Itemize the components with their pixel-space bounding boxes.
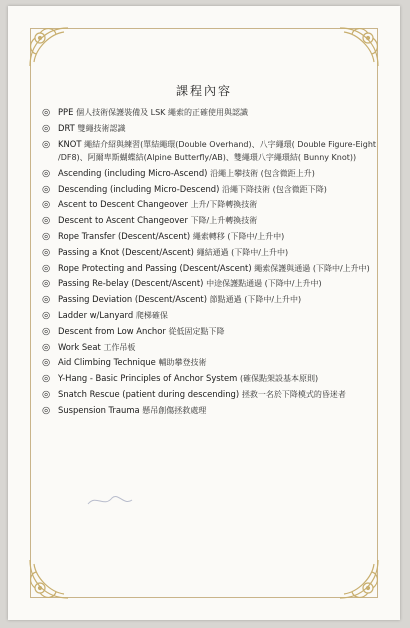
course-item — [42, 246, 382, 260]
corner-ornament-bottom-left — [26, 556, 72, 602]
course-item-english: PPE — [58, 107, 74, 117]
bullet-icon: ◎ — [42, 246, 51, 258]
bullet-icon: ◎ — [42, 138, 51, 150]
page-title: 課程內容 — [175, 84, 232, 98]
course-item-text — [58, 262, 382, 276]
course-item — [42, 325, 382, 339]
course-item-english: Rope Transfer (Descent/Ascent) — [58, 231, 191, 242]
course-item-text — [58, 372, 382, 386]
course-item-english: Work Seat — [58, 341, 101, 352]
course-item-english: Ascent to Descent Changeover — [58, 199, 188, 210]
course-item — [42, 230, 382, 244]
course-item-chinese: 爬梯確保 — [135, 311, 168, 321]
course-item-chinese: 工作吊板 — [103, 342, 136, 352]
course-item-english: Ascending (including Micro-Ascend) — [58, 167, 208, 178]
corner-ornament-top-left — [26, 24, 72, 70]
bullet-icon: ◎ — [42, 373, 51, 385]
bullet-icon: ◎ — [42, 278, 51, 290]
course-item-english: Passing Deviation (Descent/Ascent) — [58, 294, 207, 305]
course-item — [42, 293, 382, 307]
course-item-english: KNOT — [58, 138, 82, 149]
course-item-chinese: 上升/下降轉換技術 — [190, 200, 258, 210]
course-item — [42, 341, 382, 355]
course-item-chinese: 拯救一名於下降模式的昏迷者 — [241, 390, 346, 400]
course-item-chinese: 沿繩上攀技術 (包含微距上升) — [210, 168, 315, 178]
course-item — [42, 356, 382, 370]
bullet-icon: ◎ — [42, 215, 51, 227]
course-item-text — [58, 230, 382, 244]
course-item-english: Suspension Trauma — [58, 404, 140, 415]
course-item-english: Snatch Rescue (patient during descending) — [58, 389, 240, 400]
course-item — [42, 277, 382, 291]
course-item-english: Passing Re-belay (Descent/Ascent) — [58, 278, 204, 289]
course-item-english: Aid Climbing Technique — [58, 357, 156, 368]
bullet-icon: ◎ — [42, 294, 51, 306]
course-item — [42, 262, 382, 276]
course-item — [42, 214, 382, 228]
course-item-chinese: 沿繩下降技術 (包含微距下降) — [222, 184, 327, 194]
course-item-text — [58, 167, 382, 181]
bullet-icon: ◎ — [42, 231, 51, 243]
course-item-english: Descent from Low Anchor — [58, 325, 166, 336]
faint-pen-mark — [86, 490, 156, 510]
course-item — [42, 309, 382, 323]
course-item-text — [58, 122, 382, 136]
course-item-text — [58, 341, 382, 355]
bullet-icon: ◎ — [42, 183, 51, 195]
course-item-text — [58, 106, 382, 120]
course-item-text — [58, 388, 382, 402]
course-item-chinese: 繩索保護與通過 (下降中/上升中) — [254, 263, 370, 273]
course-item-chinese: 懸吊創傷拯救處理 — [142, 405, 207, 415]
course-item-chinese: 雙繩技術認識 — [77, 123, 126, 133]
course-item-chinese: (確保點架設基本原則) — [239, 374, 319, 384]
course-item-chinese: 個人技術保護裝備及 LSK 繩索的正確使用與認識 — [76, 108, 248, 117]
course-item-text — [58, 183, 382, 197]
course-item — [42, 183, 382, 197]
course-item-english: Descending (including Micro-Descend) — [58, 183, 220, 194]
course-list — [42, 106, 382, 420]
course-item — [42, 198, 382, 212]
course-item-text — [58, 198, 382, 212]
bullet-icon: ◎ — [42, 167, 51, 179]
course-item-chinese: 節點通過 (下降中/上升中) — [209, 295, 302, 305]
course-item — [42, 372, 382, 386]
bullet-icon: ◎ — [42, 310, 51, 322]
course-item-text — [58, 325, 382, 339]
course-item-text — [58, 277, 382, 291]
course-item — [42, 167, 382, 181]
course-item-english: Ladder w/Lanyard — [58, 310, 134, 321]
course-item — [42, 122, 382, 136]
bullet-icon: ◎ — [42, 199, 51, 211]
course-item-chinese: 中途保護點通過 (下降中/上升中) — [206, 279, 322, 289]
bullet-icon: ◎ — [42, 389, 51, 401]
course-item-english: DRT — [58, 122, 75, 133]
course-item-chinese: 繩結介紹與練習(單結繩環(Double Overhand)、八字繩環( Double Figure-Eight /DF8)、阿爾卑斯蝴蝶結(Alpine Butterfly/AB)、雙繩環八字繩環結( Bunny Knot)) — [58, 139, 377, 163]
course-item-text — [58, 214, 382, 228]
course-item-chinese: 繩索轉移 (下降中/上升中) — [192, 232, 285, 242]
course-item-text — [58, 356, 382, 370]
course-item — [42, 106, 382, 120]
course-item-english: Y-Hang - Basic Principles of Anchor System — [58, 373, 238, 384]
bullet-icon: ◎ — [42, 107, 51, 118]
bullet-icon: ◎ — [42, 404, 51, 416]
course-item-text — [58, 246, 382, 260]
course-item-english: Passing a Knot (Descent/Ascent) — [58, 246, 194, 257]
bullet-icon: ◎ — [42, 341, 51, 353]
course-item-english: Descent to Ascent Changeover — [58, 215, 188, 226]
course-item — [42, 404, 382, 418]
course-item-chinese: 繩結通過 (下降中/上升中) — [196, 247, 289, 257]
bullet-icon: ◎ — [42, 325, 51, 337]
course-item-text — [58, 309, 382, 323]
course-item-chinese: 從低固定點下降 — [168, 326, 225, 336]
course-item-text — [58, 404, 382, 418]
course-item-chinese: 輔助攀登技術 — [158, 358, 207, 368]
certificate-page — [8, 6, 400, 620]
bullet-icon: ◎ — [42, 262, 51, 274]
corner-ornament-bottom-right — [336, 556, 382, 602]
course-item-chinese: 下降/上升轉換技術 — [190, 216, 258, 226]
corner-ornament-top-right — [336, 24, 382, 70]
course-item — [42, 138, 382, 165]
course-item — [42, 388, 382, 402]
course-item-text — [58, 293, 382, 307]
bullet-icon: ◎ — [42, 122, 51, 134]
course-item-text — [58, 138, 382, 165]
bullet-icon: ◎ — [42, 357, 51, 369]
course-item-english: Rope Protecting and Passing (Descent/Ascent) — [58, 262, 252, 273]
